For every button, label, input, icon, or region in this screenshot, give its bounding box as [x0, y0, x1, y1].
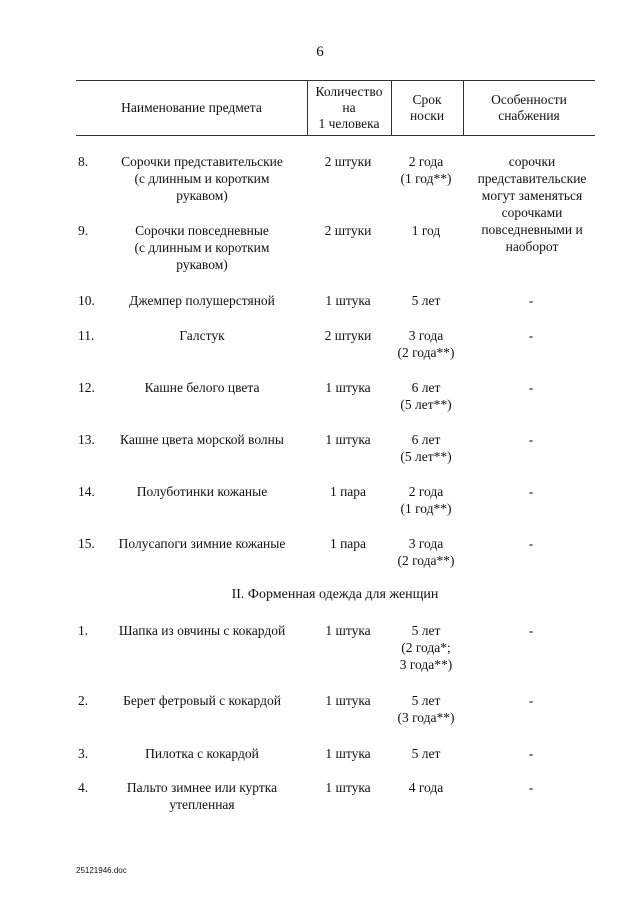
header-term: Срок носки: [409, 92, 445, 123]
item-name: Полусапоги зимние кожаные: [118, 536, 286, 551]
file-name-footer: 25121946.doc: [76, 866, 127, 875]
item-quantity: 1 пара: [329, 536, 367, 551]
item-term: 5 лет: [411, 746, 441, 761]
item-name: Сорочки повседневные (с длинным и коротким рукавом): [134, 223, 270, 272]
item-quantity: 1 штука: [325, 746, 371, 761]
header-quantity: Количество на 1 человека: [315, 84, 383, 131]
item-quantity: 1 штука: [325, 780, 371, 795]
item-term: 1 год: [411, 223, 441, 238]
item-term: 4 года: [408, 780, 444, 795]
item-name: Пальто зимнее или куртка утепленная: [126, 780, 278, 812]
item-quantity: 1 штука: [325, 623, 371, 638]
row-number: 10.: [78, 293, 95, 308]
item-note: -: [528, 380, 534, 395]
item-term: 2 года (1 год**): [400, 154, 452, 186]
item-note: -: [528, 484, 534, 499]
item-quantity: 2 штуки: [324, 154, 372, 169]
row-number: 15.: [78, 536, 95, 551]
row-number: 4.: [78, 780, 89, 795]
item-term: 5 лет (3 года**): [397, 693, 455, 725]
item-note: -: [528, 746, 534, 761]
item-term: 6 лет (5 лет**): [400, 432, 452, 464]
item-name: Джемпер полушерстяной: [129, 293, 275, 308]
row-number: 12.: [78, 380, 95, 395]
item-name: Полуботинки кожаные: [136, 484, 268, 499]
item-note: -: [528, 780, 534, 795]
item-quantity: 1 штука: [325, 380, 371, 395]
item-term: 5 лет: [411, 293, 441, 308]
row-number: 8.: [78, 154, 89, 169]
item-term: 3 года (2 года**): [397, 328, 455, 360]
row-number: 14.: [78, 484, 95, 499]
item-name: Кашне цвета морской волны: [120, 432, 284, 447]
item-name: Кашне белого цвета: [144, 380, 260, 395]
item-quantity: 1 пара: [329, 484, 367, 499]
row-number: 1.: [78, 623, 89, 638]
item-quantity: 1 штука: [325, 432, 371, 447]
item-note: -: [528, 432, 534, 447]
item-term: 5 лет (2 года*; 3 года**): [399, 623, 453, 672]
item-quantity: 1 штука: [325, 293, 371, 308]
item-quantity: 2 штуки: [324, 328, 372, 343]
item-name: Пилотка с кокардой: [145, 746, 259, 761]
item-quantity: 1 штука: [325, 693, 371, 708]
row-number: 11.: [78, 328, 95, 343]
item-term: 6 лет (5 лет**): [400, 380, 452, 412]
header-notes: Особенности снабжения: [491, 92, 567, 123]
item-term: 3 года (2 года**): [397, 536, 455, 568]
shirts-note: сорочки представительские могут заменяться сорочками повседневными и наоборот: [477, 154, 587, 254]
item-quantity: 2 штуки: [324, 223, 372, 238]
item-name: Шапка из овчины с кокардой: [118, 623, 286, 638]
row-number: 2.: [78, 693, 89, 708]
item-note: -: [528, 293, 534, 308]
table-header: [76, 80, 595, 136]
item-name: Галстук: [179, 328, 225, 343]
row-number: 3.: [78, 746, 89, 761]
row-number: 9.: [78, 223, 89, 238]
section-title: II. Форменная одежда для женщин: [231, 587, 439, 602]
item-note: -: [528, 623, 534, 638]
row-number: 13.: [78, 432, 95, 447]
item-note: -: [528, 328, 534, 343]
item-note: -: [528, 536, 534, 551]
item-name: Берет фетровый с кокардой: [123, 693, 281, 708]
item-note: -: [528, 693, 534, 708]
header-name: Наименование предмета: [121, 100, 262, 115]
page-number: 6: [316, 44, 324, 60]
item-term: 2 года (1 год**): [400, 484, 452, 516]
item-name: Сорочки представительские (с длинным и коротким рукавом): [121, 154, 283, 203]
